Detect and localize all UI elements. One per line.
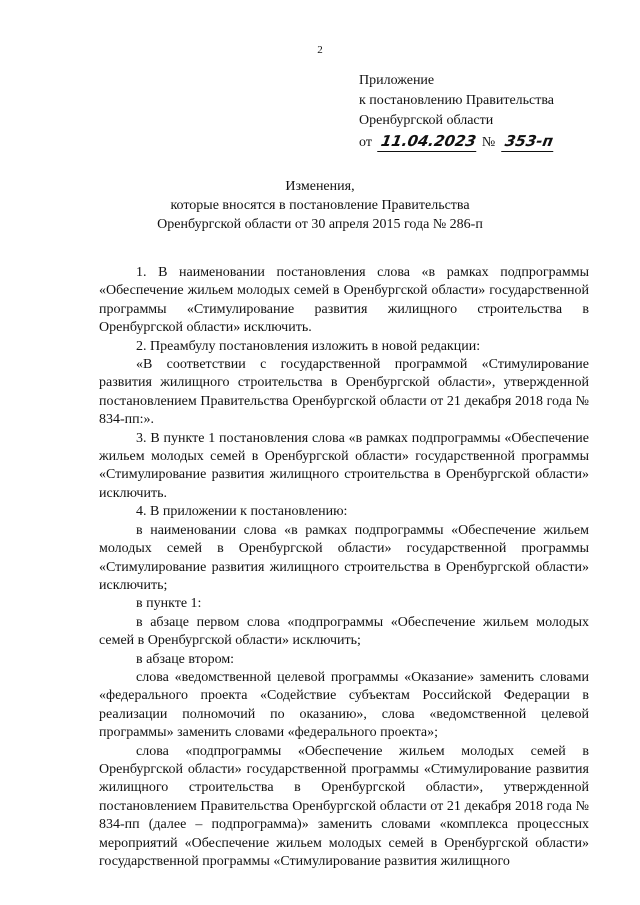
paragraph-7: в пункте 1:: [136, 596, 202, 612]
paragraph-2: 2. Преамбулу постановления изложить в новой редакции:: [136, 338, 481, 354]
appendix-date-line: [359, 131, 555, 153]
title-line-3: Оренбургской области от 30 апреля 2015 года № 286-п: [157, 217, 483, 232]
handwritten-date: 11.04.2023: [378, 131, 481, 152]
page-number: 2: [317, 44, 323, 56]
appendix-line-2: к постановлению Правительства: [359, 93, 555, 108]
paragraph-6: в наименовании слова «в рамках подпрограммы «Обеспечение жильем молодых семей в Оренбургской области» государственной программы «Стимулирование развития жилищного строительства в Оренбургской области» исключить;: [99, 522, 589, 593]
paragraph-9: в абзаце втором:: [136, 651, 235, 667]
paragraph-11: слова «подпрограммы «Обеспечение жильем молодых семей в Оренбургской области» государственной программы «Стимулирование развития жилищного строительства в Оренбургской области», утвержденной постановлением Правительства Оренбургской области от 21 декабря 2018 года № 834-пп (далее – подпрограмма)» заменить словами «комплекса процессных мероприятий «Обеспечение жильем молодых семей в Оренбургской области» государственной программы «Стимулирование развития жилищного: [99, 743, 589, 869]
document-body: [99, 264, 589, 871]
paragraph-8: в абзаце первом слова «подпрограммы «Обеспечение жильем молодых семей в Оренбургской области» исключить;: [99, 614, 589, 649]
number-sign: №: [481, 135, 496, 150]
paragraph-5: 4. В приложении к постановлению:: [136, 504, 348, 520]
paragraph-4: 3. В пункте 1 постановления слова «в рамках подпрограммы «Обеспечение жильем молодых семей в Оренбургской области» государственной программы «Стимулирование развития жилищного строительства в Оренбургской области» исключить.: [99, 430, 589, 501]
title-line-1: Изменения,: [285, 179, 355, 194]
appendix-line-1: Приложение: [359, 73, 435, 88]
paragraph-1: 1. В наименовании постановления слова «в рамках подпрограммы «Обеспечение жильем молодых семей в Оренбургской области» государственной программы «Стимулирование развития жилищного строительства в Оренбургской области» исключить.: [99, 265, 589, 336]
date-prefix: от: [359, 135, 372, 150]
title-line-2: которые вносятся в постановление Правительства: [170, 198, 470, 213]
appendix-block: [359, 71, 555, 153]
paragraph-3: «В соответствии с государственной программой «Стимулирование развития жилищного строительства в Оренбургской области», утвержденной постановлением Правительства Оренбургской области от 21 декабря 2018 года № 834-пп:».: [99, 357, 589, 428]
document-title: [0, 177, 640, 234]
paragraph-10: слова «ведомственной целевой программы «Оказание» заменить словами «федерального проекта «Содействие субъектам Российской Федерации в реализации полномочий по оказанию», слова «ведомственной целевой программы» заменить словами «федерального проекта»;: [99, 669, 589, 741]
handwritten-number: 353-п: [501, 131, 557, 152]
appendix-line-3: Оренбургской области: [359, 113, 494, 128]
